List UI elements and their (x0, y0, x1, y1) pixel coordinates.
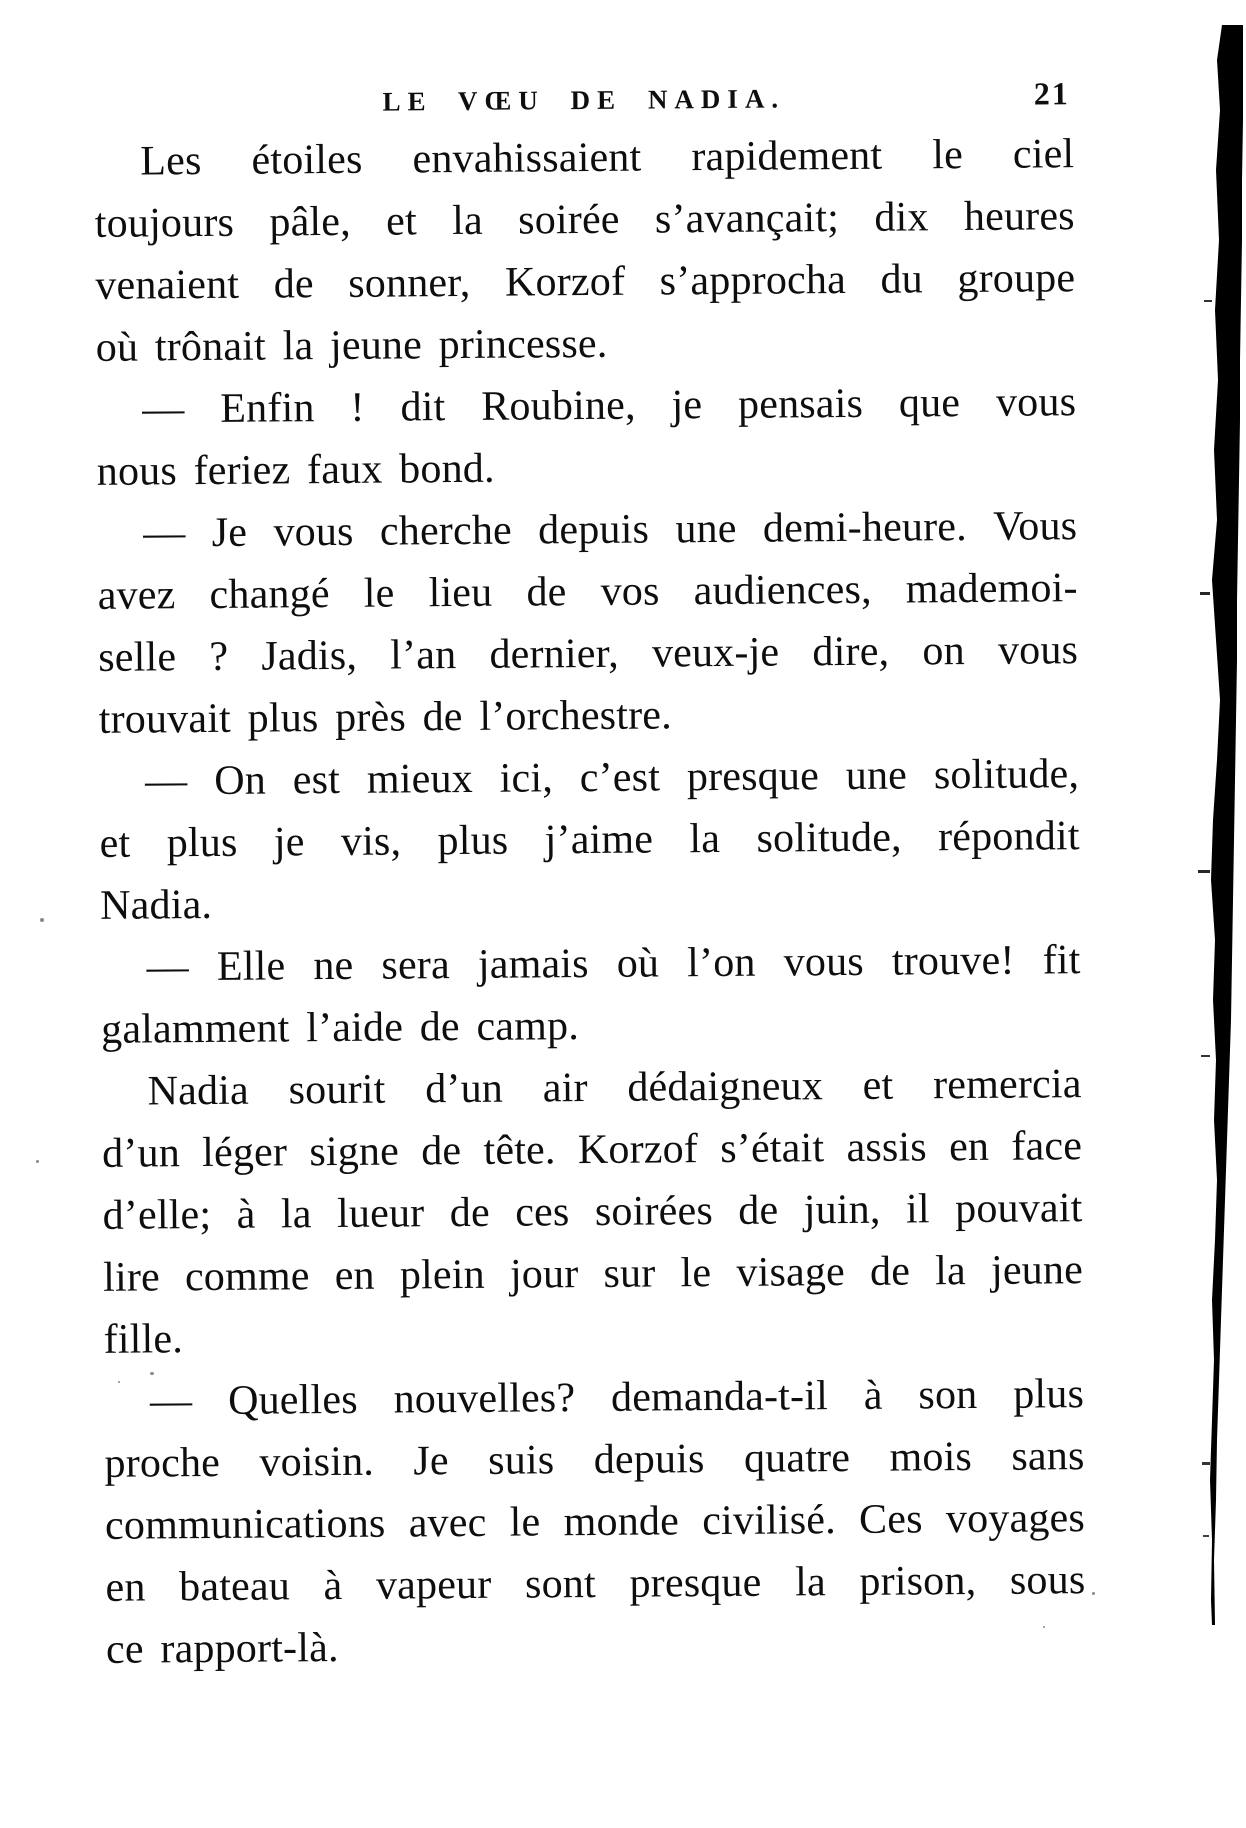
binding-shadow-artifact (1186, 0, 1246, 1828)
text-line: galamment l’aide de camp. (100, 1003, 580, 1053)
text-line: lire comme en plein jour sur le visage de la jeune (102, 1247, 1084, 1301)
text-line: venaient de sonner, Korzof s’approcha du groupe (95, 255, 1076, 309)
text-line: ce rapport-là. (105, 1624, 339, 1673)
text-line: — Je vous cherche depuis une demi-heure. Vous (143, 503, 1078, 557)
text-line: — Enfin ! dit Roubine, je pensais que vous (142, 379, 1077, 433)
text-line: fille. (103, 1316, 184, 1363)
text-line: trouvait plus près de l’orchestre. (98, 692, 673, 743)
text-line: d’un léger signe de tête. Korzof s’était assis en face (101, 1123, 1083, 1177)
text-line: Les étoiles envahissaient rapidement le ciel (140, 131, 1075, 185)
text-line: — Elle ne sera jamais où l’on vous trouve! fit (146, 937, 1081, 991)
text-line: communications avec le monde civilisé. Ces voyages (104, 1495, 1086, 1549)
scan-speck (36, 1160, 39, 1163)
text-line: avez changé le lieu de vos audiences, mademoi- (97, 565, 1078, 619)
scan-speck (118, 1381, 120, 1383)
page-content (94, 75, 1086, 1681)
scan-speck (40, 918, 44, 922)
text-line: d’elle; à la lueur de ces soirées de juin, il pouvait (102, 1185, 1083, 1239)
text-line: selle ? Jadis, l’an dernier, veux-je dire, on vous (98, 627, 1079, 681)
text-line: en bateau à vapeur sont presque la prison, sous (105, 1557, 1086, 1611)
text-line: — Quelles nouvelles? demanda-t-il à son plus (149, 1371, 1085, 1425)
text-line: et plus je vis, plus j’aime la solitude, répondit (99, 813, 1080, 867)
scan-speck (1043, 1626, 1045, 1628)
text-line: proche voisin. Je suis depuis quatre mois sans (104, 1433, 1085, 1487)
page-header (94, 75, 1074, 131)
text-line: — On est mieux ici, c’est presque une solitude, (145, 751, 1080, 805)
text-line: où trônait la jeune princesse. (95, 320, 608, 371)
text-block (94, 123, 1086, 1681)
running-title: LE VŒU DE NADIA. (382, 83, 786, 117)
scan-speck (150, 1372, 154, 1375)
text-line: toujours pâle, et la soirée s’avançait; dix heures (94, 193, 1075, 247)
text-line: Nadia sourit d’un air dédaigneux et remercia (147, 1061, 1082, 1115)
text-line: nous feriez faux bond. (96, 445, 495, 495)
text-line: Nadia. (99, 881, 213, 929)
page-number: 21 (1033, 75, 1070, 112)
scan-speck (1092, 1592, 1095, 1595)
